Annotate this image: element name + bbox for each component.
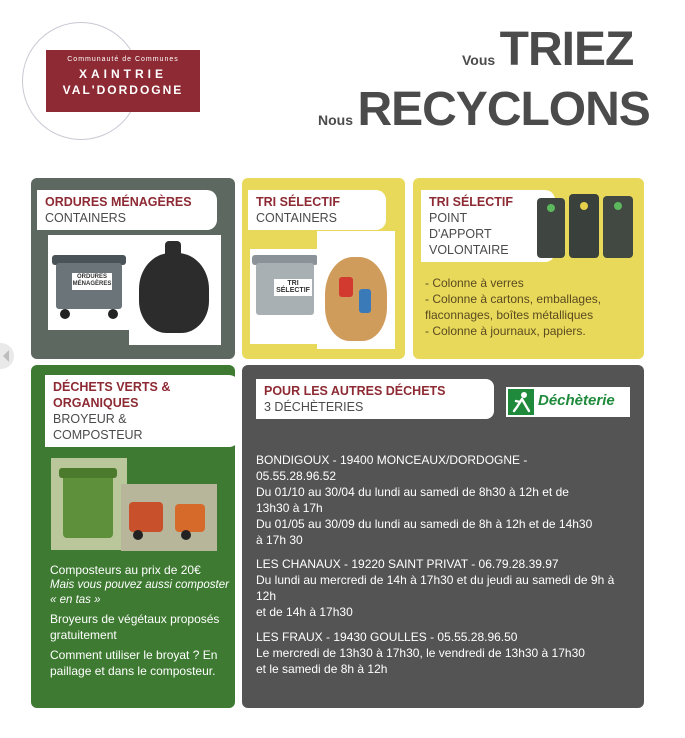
site-hours: Du 01/10 au 30/04 du lundi au samedi de 8h30 à 12h et de 13h30 à 17h bbox=[256, 485, 569, 515]
tri-apport-subtitle-2: D'APPORT bbox=[429, 227, 492, 241]
tri-apport-item: - Colonne à journaux, papiers. bbox=[425, 324, 586, 338]
site-bondigoux bbox=[256, 452, 602, 548]
autres-label bbox=[256, 379, 494, 419]
ordures-title: ORDURES MÉNAGÈRES bbox=[45, 195, 192, 209]
broyat-text: Comment utiliser le broyat ? En paillage et dans le composteur. bbox=[50, 648, 218, 678]
broyeur-image bbox=[121, 484, 217, 551]
apport-columns-image bbox=[535, 192, 635, 262]
dechets-verts-title-1: DÉCHETS VERTS & bbox=[53, 380, 171, 394]
autres-title: POUR LES AUTRES DÉCHETS bbox=[264, 384, 446, 398]
logo-line3: VAL'DORDOGNE bbox=[62, 83, 184, 97]
site-hours: Du 01/05 au 30/09 du lundi au samedi de 8h à 12h et de 14h30 à 17h 30 bbox=[256, 517, 593, 547]
logo bbox=[46, 50, 200, 112]
recycle-person-icon bbox=[508, 389, 534, 415]
tri-containers-title: TRI SÉLECTIF bbox=[256, 195, 341, 209]
slogan-vous: Vous bbox=[462, 52, 496, 68]
tri-apport-subtitle-1: POINT bbox=[429, 211, 468, 225]
dechets-verts-title-2: ORGANIQUES bbox=[53, 396, 139, 410]
slogan-recyclons: RECYCLONS bbox=[357, 83, 650, 136]
site-fraux bbox=[256, 629, 586, 677]
tri-apport-item: - Colonne à verres bbox=[425, 276, 524, 290]
dechets-verts-subtitle-2: COMPOSTEUR bbox=[53, 428, 143, 442]
tri-bin-image bbox=[250, 249, 322, 344]
recycling-bag-image bbox=[317, 231, 395, 349]
site-hours: Du lundi au mercredi de 14h à 17h30 et du jeudi au samedi de 9h à 12h bbox=[256, 573, 615, 603]
autres-subtitle: 3 DÉCHÈTERIES bbox=[264, 400, 364, 414]
tri-containers-label bbox=[248, 190, 386, 230]
garbage-bag-image bbox=[129, 235, 221, 345]
dechets-verts-panel bbox=[31, 365, 235, 708]
ordures-subtitle: CONTAINERS bbox=[45, 211, 127, 225]
logo-line1: Communauté de Communes bbox=[67, 56, 179, 63]
site-chanaux bbox=[256, 556, 618, 620]
decheterie-badge-text: Déchèterie bbox=[538, 392, 615, 409]
autres-dechets-panel bbox=[242, 365, 644, 708]
site-name: BONDIGOUX - 19400 MONCEAUX/DORDOGNE - 05.55.28.96.52 bbox=[256, 453, 528, 483]
logo-line2: XAINTRIE bbox=[78, 67, 167, 81]
tri-apport-list bbox=[425, 275, 639, 339]
tri-apport-title: TRI SÉLECTIF bbox=[429, 195, 514, 209]
broyeurs-text: Broyeurs de végétaux proposés gratuitement bbox=[50, 612, 220, 642]
compost-price: Composteurs au prix de 20€ bbox=[50, 563, 201, 577]
ordures-panel bbox=[31, 178, 235, 359]
tri-apport-panel bbox=[413, 178, 644, 359]
slogan-line2 bbox=[318, 82, 650, 137]
tri-apport-item: - Colonne à cartons, emballages, flaconnages, boîtes métalliques bbox=[425, 292, 602, 322]
ordures-bin-tag: ORDURES MÉNAGÈRES bbox=[72, 273, 112, 290]
site-name: LES CHANAUX - 19220 SAINT PRIVAT - 06.79.28.39.97 bbox=[256, 557, 559, 571]
tri-apport-subtitle-3: VOLONTAIRE bbox=[429, 243, 509, 257]
compost-note: Mais vous pouvez aussi composter « en tas » bbox=[50, 579, 229, 606]
site-hours: Le mercredi de 13h30 à 17h30, le vendredi de 13h30 à 17h30 et le samedi de 8h à 12h bbox=[256, 646, 585, 676]
ordures-bin-image bbox=[48, 235, 129, 330]
slogan-line1 bbox=[462, 22, 633, 77]
site-name: LES FRAUX - 19430 GOULLES - 05.55.28.96.50 bbox=[256, 630, 518, 644]
tri-containers-panel bbox=[242, 178, 405, 359]
tri-containers-subtitle: CONTAINERS bbox=[256, 211, 338, 225]
slogan-nous: Nous bbox=[318, 112, 353, 128]
composteur-image bbox=[51, 458, 127, 550]
tri-bin-tag: TRI SÉLECTIF bbox=[274, 279, 312, 296]
dechets-verts-text bbox=[50, 562, 230, 679]
decheterie-badge bbox=[506, 387, 630, 417]
slogan-triez: TRIEZ bbox=[499, 23, 634, 76]
dechets-verts-subtitle-1: BROYEUR & bbox=[53, 412, 127, 426]
previous-arrow-icon[interactable] bbox=[0, 343, 14, 369]
site-hours: et de 14h à 17h30 bbox=[256, 605, 353, 619]
ordures-label bbox=[37, 190, 217, 230]
dechets-verts-label bbox=[45, 375, 239, 447]
